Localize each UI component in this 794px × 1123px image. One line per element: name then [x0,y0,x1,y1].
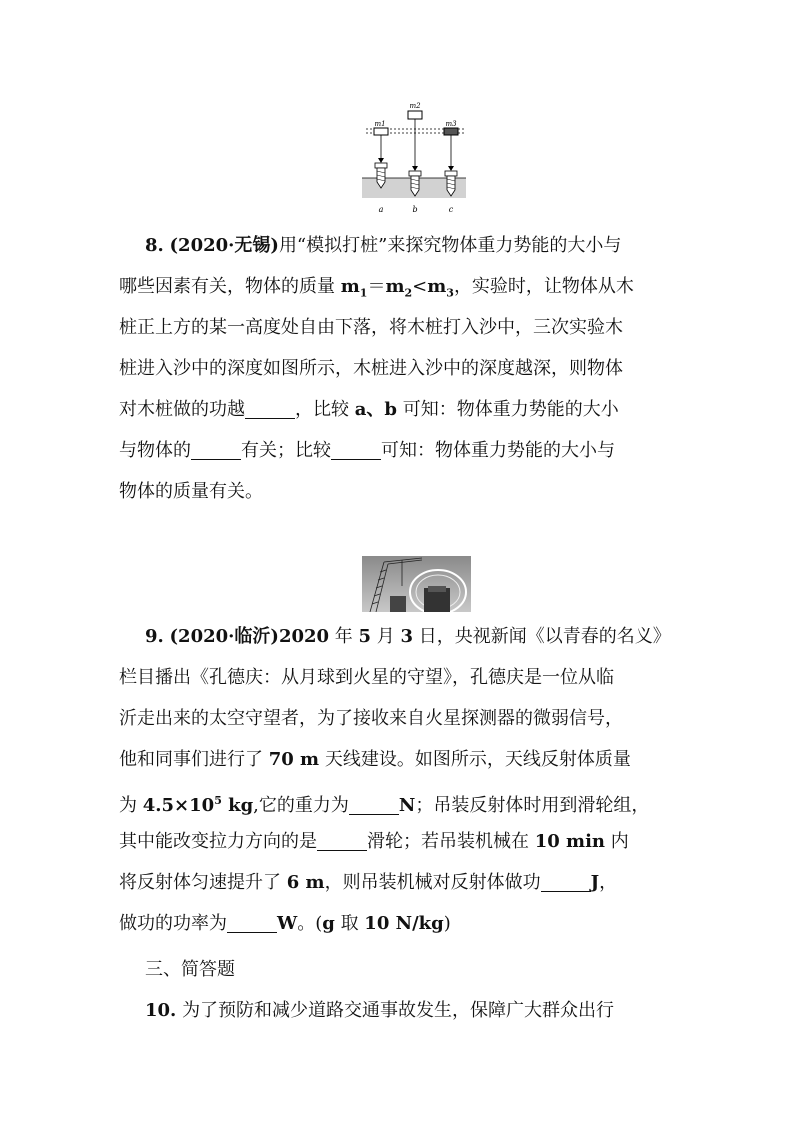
stake-cap-a [375,163,387,168]
question-10: 10. 为了预防和减少道路交通事故发生，保障广大群众出行 [145,1000,615,1021]
question-source: (2020·无锡) [169,235,279,256]
answer-blank[interactable] [349,794,399,815]
section-heading: 三、简答题 [145,959,235,980]
stake-cap-b [409,171,421,176]
antenna-construction-photo [362,556,471,612]
label-a: a [378,205,384,214]
mass-block-m2 [408,111,422,119]
answer-blank[interactable] [227,912,277,933]
question-number: 10. [145,1000,177,1021]
label-b: b [412,205,418,214]
question-9: 9. (2020·临沂)2020 年 5 月 3 日，央视新闻《以青春的名义》 栏目播出《孔德庆：从月球到火星的守望》，孔德庆是一位从临 沂走出来的太空守望者，为了接收来自火星探测器的微弱信号， 他和同事们进行了 70 m 天线建设。如图所示，天线反射体质量 为 $4.5\times 10^5$ kg,它的重力为 N；吊装反射体时用到滑轮组， 其中能改变拉力方向的是 滑轮；若吊装机械在 10 min 内 将反射体匀速提升了 6 m，则吊装机械对反射体做功 J， 做功的功率为 W。(g 取 10 N/kg) [119,626,671,934]
label-m3: m3 [445,120,457,128]
question-number: 8. [145,235,164,256]
mass-block-m3 [444,128,458,135]
label-m2: m2 [409,102,421,110]
answer-blank[interactable] [331,439,381,460]
mass-block-m1 [374,128,388,135]
stake-cap-c [445,171,457,176]
stake-experiment-figure [360,98,470,216]
label-m1: m1 [374,120,386,128]
answer-blank[interactable] [317,830,367,851]
question-8: 8. (2020·无锡)用“模拟打桩”来探究物体重力势能的大小与 哪些因素有关，物体的质量 $m_1=m_2<m_3$，实验时，让物体从木 桩正上方的某一高度处自由下落，将木桩打入沙中，三次实验木 桩进入沙中的深度如图所示，木桩进入沙中的深度越深，则物体 对木桩做的功越 ，比较 a、b 可知：物体重力势能的大小 与物体的 有关；比较 可知：物体重力势能的大小与 物体的质量有关。 [119,235,634,502]
answer-blank[interactable] [191,439,241,460]
question-number: 9. [145,626,164,647]
answer-blank[interactable] [541,871,591,892]
question-source: (2020·临沂) [169,626,279,647]
answer-blank[interactable] [245,398,295,419]
label-c: c [448,205,454,214]
